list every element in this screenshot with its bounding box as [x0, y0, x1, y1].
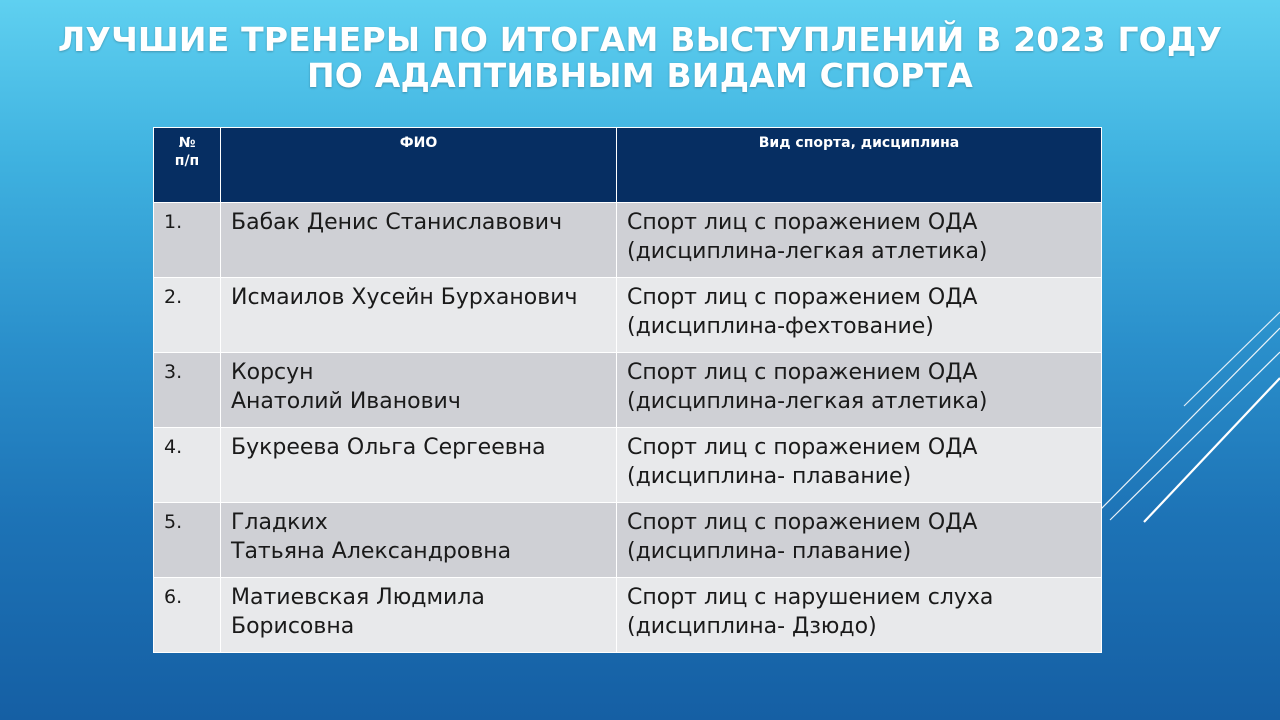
row-name: [221, 578, 617, 653]
row-sport-line-1: Спорт лиц с поражением ОДА: [627, 210, 978, 235]
row-name-line-2: Татьяна Александровна: [231, 539, 512, 564]
row-number: 5.: [154, 503, 221, 578]
header-sport: Вид спорта, дисциплина: [617, 128, 1102, 203]
row-number: 4.: [154, 428, 221, 503]
row-name-line-1: Гладких: [231, 510, 328, 535]
row-sport-line-1: Спорт лиц с нарушением слуха: [627, 585, 994, 610]
row-sport-line-2: (дисциплина- плавание): [627, 539, 912, 564]
table-row: [154, 428, 1102, 503]
slide-title-line-1: ЛУЧШИЕ ТРЕНЕРЫ ПО ИТОГАМ ВЫСТУПЛЕНИЙ В 2023 ГОДУ: [57, 20, 1223, 59]
table-row: [154, 278, 1102, 353]
decor-line-2: [1100, 328, 1280, 510]
decor-line-3: [1110, 352, 1280, 520]
row-number: 6.: [154, 578, 221, 653]
header-number-line-1: №: [178, 135, 196, 151]
table-header-row: [154, 128, 1102, 203]
row-sport-line-1: Спорт лиц с поражением ОДА: [627, 360, 978, 385]
row-sport-line-2: (дисциплина- плавание): [627, 464, 912, 489]
row-name: [221, 353, 617, 428]
row-sport: [617, 428, 1102, 503]
row-sport-line-1: Спорт лиц с поражением ОДА: [627, 285, 978, 310]
slide-title: [40, 22, 1240, 94]
table-row: [154, 353, 1102, 428]
row-name-line-1: Букреева Ольга Сергеевна: [231, 435, 546, 460]
row-number: 1.: [154, 203, 221, 278]
row-sport: [617, 353, 1102, 428]
decor-line-4: [1144, 378, 1280, 522]
row-sport: [617, 278, 1102, 353]
row-name-line-2: Борисовна: [231, 614, 355, 639]
table-row: [154, 578, 1102, 653]
row-name-line-1: Корсун: [231, 360, 314, 385]
header-number: [154, 128, 221, 203]
decor-line-1: [1184, 312, 1280, 406]
row-sport-line-2: (дисциплина-фехтование): [627, 314, 934, 339]
table-row: [154, 503, 1102, 578]
row-name: [221, 278, 617, 353]
row-sport-line-1: Спорт лиц с поражением ОДА: [627, 435, 978, 460]
row-name: [221, 503, 617, 578]
slide-title-line-2: ПО АДАПТИВНЫМ ВИДАМ СПОРТА: [306, 56, 974, 95]
row-sport: [617, 503, 1102, 578]
row-number: 3.: [154, 353, 221, 428]
header-name: ФИО: [221, 128, 617, 203]
row-name-line-2: Анатолий Иванович: [231, 389, 461, 414]
table-row: [154, 203, 1102, 278]
row-sport-line-2: (дисциплина-легкая атлетика): [627, 239, 988, 264]
row-sport-line-2: (дисциплина- Дзюдо): [627, 614, 877, 639]
row-name-line-1: Бабак Денис Станиславович: [231, 210, 563, 235]
header-number-line-2: п/п: [174, 153, 200, 169]
row-sport-line-1: Спорт лиц с поражением ОДА: [627, 510, 978, 535]
row-sport: [617, 578, 1102, 653]
row-number: 2.: [154, 278, 221, 353]
coaches-table: [153, 127, 1102, 653]
row-name: [221, 203, 617, 278]
row-sport: [617, 203, 1102, 278]
row-sport-line-2: (дисциплина-легкая атлетика): [627, 389, 988, 414]
row-name: [221, 428, 617, 503]
row-name-line-1: Исмаилов Хусейн Бурханович: [231, 285, 578, 310]
row-name-line-1: Матиевская Людмила: [231, 585, 485, 610]
